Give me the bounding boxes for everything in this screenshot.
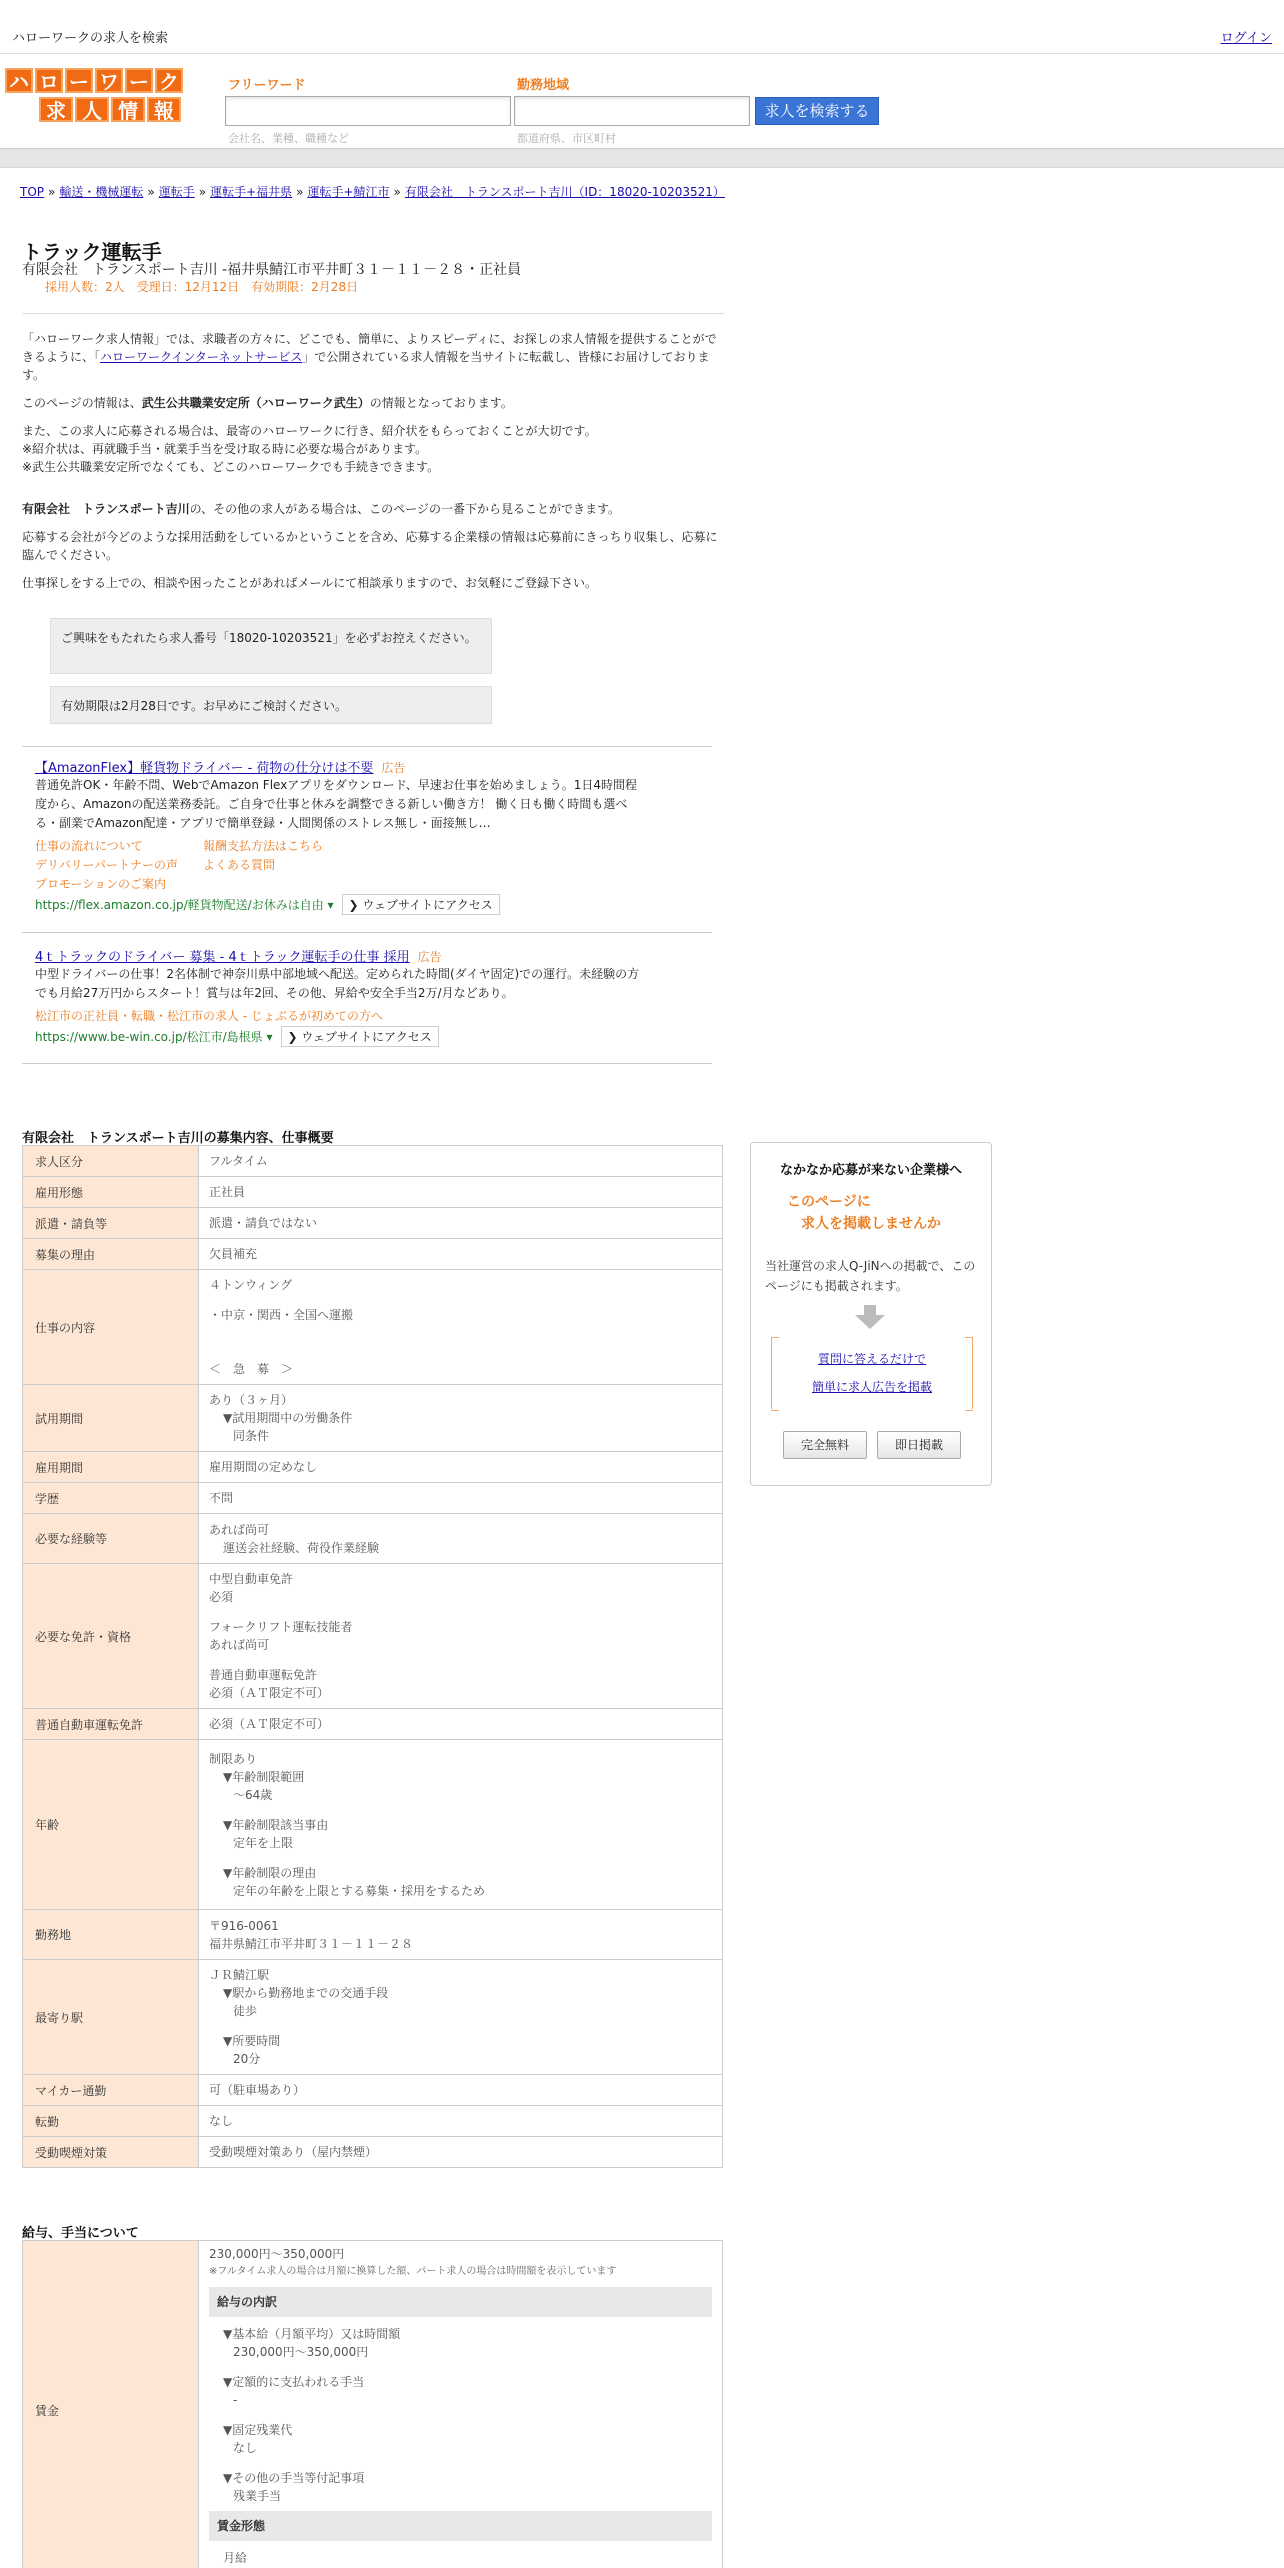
row-key: 募集の理由 bbox=[23, 1239, 199, 1270]
value-line: 雇用期間の定めなし bbox=[209, 1460, 318, 1474]
table-row bbox=[23, 2106, 723, 2137]
row-key: 転勤 bbox=[23, 2106, 199, 2137]
value-line: 正社員 bbox=[209, 1185, 246, 1199]
row-value bbox=[199, 2075, 723, 2106]
row-value bbox=[199, 1239, 723, 1270]
visit-website-button[interactable]: ❯ ウェブサイトにアクセス bbox=[342, 894, 500, 915]
value-line: ＪＲ鯖江駅 bbox=[209, 1968, 270, 1982]
value-line: 不問 bbox=[209, 1491, 234, 1505]
details-table bbox=[22, 1145, 723, 2168]
value-line: 定年の年齢を上限とする募集・採用をするため bbox=[233, 1883, 486, 1898]
pay-note: ※フルタイム求人の場合は月額に換算した額、パート求人の場合は時間額を表示しています bbox=[209, 2266, 617, 2277]
row-value bbox=[199, 1146, 723, 1177]
ad-url: https://www.be-win.co.jp/松江市/島根県 ▾ ❯ ウェブサイトにアクセス bbox=[35, 1026, 439, 1047]
login-link[interactable]: ログイン bbox=[1220, 31, 1272, 46]
logo-char: ク bbox=[155, 68, 183, 93]
table-row bbox=[23, 1208, 723, 1239]
promo-text: 当社運営の求人Q-JiNへの掲載で、このページにも掲載されます。 bbox=[765, 1259, 976, 1293]
breadcrumb-company[interactable]: 有限会社 トランスポート吉川（ID：18020-10203521） bbox=[404, 185, 725, 199]
pay-key: 賃金 bbox=[23, 2241, 199, 2568]
breadcrumb: TOP » 輸送・機械運転 » 運転手 » 運転手+福井県 » 運転手+鯖江市 » 有限会社 トランスポート吉川（ID：18020-10203521） bbox=[20, 185, 725, 199]
ad-sitelink[interactable]: 仕事の流れについて bbox=[35, 839, 143, 853]
breadcrumb-occupation[interactable]: 運転手 bbox=[158, 185, 195, 199]
ad-title bbox=[35, 757, 405, 776]
value-line: 福井県鯖江市平井町３１－１１－２８ bbox=[209, 1936, 414, 1951]
value-line bbox=[209, 1324, 712, 1336]
value-line: 必須（ＡＴ限定不可） bbox=[209, 1717, 330, 1731]
ad-sitelink[interactable]: よくある質問 bbox=[203, 858, 276, 872]
breadcrumb-city[interactable]: 運転手+鯖江市 bbox=[307, 185, 390, 199]
ad-description: 普通免許OK・年齢不問、WebでAmazon Flexアプリをダウンロード、早速お仕事を始めましょう。1日4時間程度から、Amazonの配送業務委託。ご自身で仕事と休みを調整できる新しい働き方！ 働く日も働く時間も選べる・副業でAmazon配達・アプリで簡単登録・人間関係のストレス無し・面接無し… bbox=[35, 778, 638, 830]
promo-links bbox=[771, 1337, 973, 1409]
value-line: ＜ 急 募 ＞ bbox=[209, 1362, 294, 1376]
table-row bbox=[23, 1483, 723, 1514]
ad-url: https://flex.amazon.co.jp/軽貨物配送/お休みは自由 ▾ ❯ ウェブサイトにアクセス bbox=[35, 894, 500, 915]
row-value bbox=[199, 1385, 723, 1452]
promo-title: なかなか応募が来ない企業様へ bbox=[779, 1163, 962, 1178]
value-line: 同条件 bbox=[233, 1429, 270, 1443]
value-line: 定年を上限 bbox=[233, 1835, 294, 1850]
freeword-label: フリーワード bbox=[228, 78, 306, 93]
value-line: ▼所要時間 bbox=[223, 2034, 281, 2048]
logo-char: ー bbox=[125, 68, 153, 93]
logo-char: 人 bbox=[75, 97, 109, 122]
job-title: トラック運転手 bbox=[22, 240, 162, 264]
logo-char: ワ bbox=[95, 68, 123, 93]
breadcrumb-prefecture[interactable]: 運転手+福井県 bbox=[210, 185, 293, 199]
free-button[interactable]: 完全無料 bbox=[783, 1431, 867, 1459]
value-line: ▼年齢制限の理由 bbox=[223, 1865, 317, 1880]
table-row bbox=[23, 1514, 723, 1564]
row-key: 年齢 bbox=[23, 1740, 199, 1910]
row-value bbox=[199, 1564, 723, 1709]
table-row bbox=[23, 1239, 723, 1270]
row-value bbox=[199, 1177, 723, 1208]
row-value bbox=[199, 1910, 723, 1960]
value-line: ・中京・関西・全国へ運搬 bbox=[209, 1308, 354, 1322]
value-line: ▼年齢制限範囲 bbox=[223, 1769, 305, 1784]
ad-sitelink[interactable]: 報酬支払方法はこちら bbox=[203, 839, 324, 853]
promo-link[interactable]: 簡単に求人広告を掲載 bbox=[811, 1380, 932, 1394]
hellowork-logo[interactable] bbox=[5, 68, 181, 124]
value-line: フルタイム bbox=[209, 1154, 268, 1168]
row-value bbox=[199, 2137, 723, 2168]
area-hint: 都道府県、市区町村 bbox=[517, 132, 616, 145]
table-row bbox=[23, 1385, 723, 1452]
consult-paragraph: 仕事探しをする上での、相談や困ったことがあればメールにて相談承りますので、お気軽にご登録下さい。 bbox=[22, 576, 598, 590]
value-line: あり（３ヶ月） bbox=[209, 1393, 294, 1407]
value-line bbox=[209, 1804, 712, 1816]
value-line: 〒916-0061 bbox=[209, 1918, 279, 1933]
referral-paragraph: また、この求人に応募される場合は、最寄のハローワークに行き、紹介状をもらっておくことが大切です。 ※紹介状は、再就職手当・就業手当を受け取る時に必要な場合があります。 ※武生公共職業安定所でなくても、どこのハローワークでも手続きできます。 bbox=[22, 424, 597, 474]
table-row bbox=[23, 2241, 723, 2568]
ad-tag: 広告 bbox=[417, 950, 442, 964]
value-line: 必須 bbox=[209, 1590, 234, 1604]
value-line: 20分 bbox=[233, 2052, 261, 2066]
site-title: ハローワークの求人を検索 bbox=[12, 31, 169, 46]
ad-title-link[interactable]: 4ｔトラックのドライバー 募集 - 4ｔトラック運転手の仕事 採用 bbox=[35, 950, 410, 965]
logo-char: ー bbox=[65, 68, 93, 93]
value-line: あれば尚可 bbox=[209, 1638, 270, 1652]
ad-sitelink[interactable]: 松江市の正社員・転職・松江市の求人 - じょぶるが初めての方へ bbox=[35, 1009, 383, 1023]
row-key: 最寄り駅 bbox=[23, 1960, 199, 2075]
value-line bbox=[209, 1348, 712, 1360]
same-day-button[interactable]: 即日掲載 bbox=[877, 1431, 961, 1459]
row-value bbox=[199, 1452, 723, 1483]
row-key: 勤務地 bbox=[23, 1910, 199, 1960]
employer-promo-box bbox=[750, 1142, 992, 1486]
value-line: 可（駐車場あり） bbox=[209, 2083, 306, 2097]
value-line: 制限あり bbox=[209, 1751, 258, 1766]
row-key: 必要な免許・資格 bbox=[23, 1564, 199, 1709]
divider bbox=[22, 313, 724, 314]
row-key: 雇用形態 bbox=[23, 1177, 199, 1208]
ad-sitelink[interactable]: プロモーションのご案内 bbox=[35, 877, 167, 891]
promo-headline: このページに 求人を掲載しませんか bbox=[787, 1194, 941, 1232]
job-subtitle: 有限会社 トランスポート吉川 -福井県鯖江市平井町３１－１１－２８・正社員 bbox=[22, 262, 522, 278]
value-line bbox=[209, 1606, 712, 1618]
value-line: 〜64歳 bbox=[233, 1787, 273, 1802]
value-line: 普通自動車運転免許 bbox=[209, 1668, 318, 1682]
value-line: なし bbox=[209, 2114, 234, 2128]
ad-divider bbox=[22, 1063, 712, 1064]
pay-item-value: なし bbox=[233, 2441, 258, 2455]
breadcrumb-category[interactable]: 輸送・機械運転 bbox=[59, 185, 144, 199]
pay-table bbox=[22, 2240, 723, 2568]
value-line: あれば尚可 bbox=[209, 1522, 270, 1537]
logo-char: ハ bbox=[5, 68, 33, 93]
advice-paragraph: 応募する会社が今どのような採用活動をしているかということを含め、応募する企業様の情報は応募前にきっちり収集し、応募に臨んでください。 bbox=[22, 530, 718, 562]
row-value bbox=[199, 2106, 723, 2137]
pay-section-title: 給与、手当について bbox=[22, 2226, 139, 2241]
other-jobs-paragraph: 有限会社 トランスポート吉川の、その他の求人がある場合は、このページの一番下から見ることができます。 bbox=[22, 502, 620, 516]
pay-item-label: ▼定額的に支払われる手当 bbox=[223, 2375, 365, 2389]
value-line: ４トンウィング bbox=[209, 1278, 293, 1292]
pay-form-value: 月給 bbox=[223, 2551, 248, 2565]
pay-item-value: 残業手当 bbox=[233, 2489, 282, 2503]
deadline-notice: 有効期限は2月28日です。お早めにご検討ください。 bbox=[50, 686, 492, 724]
row-key: 必要な経験等 bbox=[23, 1514, 199, 1564]
value-line: 派遣・請負ではない bbox=[209, 1216, 318, 1230]
row-value bbox=[199, 1483, 723, 1514]
table-row bbox=[23, 2075, 723, 2106]
table-row bbox=[23, 1960, 723, 2075]
area-input[interactable] bbox=[514, 96, 750, 126]
logo-char: 情 bbox=[111, 97, 145, 122]
pay-form-title: 賃金形態 bbox=[209, 2511, 712, 2541]
row-value bbox=[199, 1709, 723, 1740]
value-line bbox=[209, 1852, 712, 1864]
row-value bbox=[199, 1270, 723, 1385]
row-key: 学歴 bbox=[23, 1483, 199, 1514]
details-section-title: 有限会社 トランスポート吉川の募集内容、仕事概要 bbox=[22, 1131, 334, 1146]
source-paragraph: このページの情報は、武生公共職業安定所（ハローワーク武生）の情報となっております。 bbox=[22, 396, 513, 410]
ad-divider bbox=[22, 746, 712, 747]
job-meta: 採用人数：2人 受理日：12月12日 有効期限：2月28日 bbox=[45, 280, 359, 294]
row-key: マイカー通勤 bbox=[23, 2075, 199, 2106]
table-row bbox=[23, 1910, 723, 1960]
row-value bbox=[199, 1740, 723, 1910]
row-key: 派遣・請負等 bbox=[23, 1208, 199, 1239]
divider-bar bbox=[0, 148, 1284, 168]
pay-item-value: 230,000円〜350,000円 bbox=[233, 2345, 369, 2359]
freeword-hint: 会社名、業種、職種など bbox=[228, 132, 349, 145]
table-row bbox=[23, 1146, 723, 1177]
pay-item-value: - bbox=[233, 2393, 238, 2407]
row-key: 普通自動車運転免許 bbox=[23, 1709, 199, 1740]
table-row bbox=[23, 2137, 723, 2168]
ad-title bbox=[35, 946, 442, 965]
pay-item-label: ▼基本給（月額平均）又は時間額 bbox=[223, 2327, 401, 2341]
value-line: ▼年齢制限該当事由 bbox=[223, 1817, 329, 1832]
value-line: 中型自動車免許 bbox=[209, 1572, 294, 1586]
pay-breakdown-title: 給与の内訳 bbox=[209, 2287, 712, 2317]
ad-divider bbox=[22, 932, 712, 933]
value-line: 必須（ＡＴ限定不可） bbox=[209, 1686, 330, 1700]
row-key: 求人区分 bbox=[23, 1146, 199, 1177]
freeword-input[interactable] bbox=[225, 96, 511, 126]
logo-char: 報 bbox=[147, 97, 181, 122]
table-row bbox=[23, 1452, 723, 1483]
row-value bbox=[199, 1514, 723, 1564]
row-value bbox=[199, 1208, 723, 1239]
row-key: 試用期間 bbox=[23, 1385, 199, 1452]
table-row bbox=[23, 1270, 723, 1385]
value-line: ▼試用期間中の労働条件 bbox=[223, 1411, 353, 1425]
value-line: 運送会社経験、荷役作業経験 bbox=[223, 1540, 380, 1555]
job-number-notice: ご興味をもたれたら求人番号「18020-10203521」を必ずお控えください。 bbox=[50, 618, 492, 674]
row-value bbox=[199, 1960, 723, 2075]
value-line: 受動喫煙対策あり（屋内禁煙） bbox=[209, 2145, 378, 2159]
ad-tag: 広告 bbox=[381, 761, 406, 775]
table-row bbox=[23, 1564, 723, 1709]
table-row bbox=[23, 1709, 723, 1740]
table-row bbox=[23, 1177, 723, 1208]
hellowork-internet-link[interactable]: ハローワークインターネットサービス bbox=[100, 350, 303, 364]
pay-value bbox=[199, 2241, 723, 2568]
search-button[interactable]: 求人を検索する bbox=[755, 97, 879, 125]
visit-website-button[interactable]: ❯ ウェブサイトにアクセス bbox=[281, 1026, 439, 1047]
value-line: フォークリフト運転技能者 bbox=[209, 1620, 353, 1634]
row-key: 雇用期間 bbox=[23, 1452, 199, 1483]
value-line bbox=[209, 1654, 712, 1666]
top-bar bbox=[0, 0, 1284, 54]
pay-item-label: ▼固定残業代 bbox=[223, 2423, 293, 2437]
promo-link[interactable]: 質問に答えるだけで bbox=[817, 1352, 926, 1366]
logo-char: ロ bbox=[35, 68, 63, 93]
area-label: 勤務地域 bbox=[517, 78, 570, 93]
ad-description: 中型ドライバーの仕事！2名体制で神奈川県中部地域へ配送。定められた時間(ダイヤ固定)での運行。未経験の方でも月給27万円からスタート！賞与は年2回、その他、昇給や安全手当2万/月などあり。 bbox=[35, 967, 640, 1000]
value-line: 徒歩 bbox=[233, 2004, 258, 2018]
value-line bbox=[209, 2020, 712, 2032]
intro-paragraph: 「ハローワーク求人情報」では、求職者の方々に、どこでも、簡単に、よりスピーディに、お探しの求人情報を提供することができるように、「ハローワークインターネットサービス」で公開されている求人情報を当サイトに転載し、皆様にお届けしております。 bbox=[22, 332, 717, 382]
value-line bbox=[209, 1294, 712, 1306]
row-key: 仕事の内容 bbox=[23, 1270, 199, 1385]
pay-range: 230,000円〜350,000円 bbox=[209, 2247, 345, 2261]
ad-title-link[interactable]: 【AmazonFlex】軽貨物ドライバー - 荷物の仕分けは不要 bbox=[35, 761, 374, 776]
value-line: ▼駅から勤務地までの交通手段 bbox=[223, 1986, 389, 2000]
pay-item-label: ▼その他の手当等付記事項 bbox=[223, 2471, 365, 2485]
value-line: 欠員補充 bbox=[209, 1247, 258, 1261]
logo-char: 求 bbox=[39, 97, 73, 122]
down-arrow-icon bbox=[855, 1305, 885, 1329]
row-key: 受動喫煙対策 bbox=[23, 2137, 199, 2168]
table-row bbox=[23, 1740, 723, 1910]
ad-sitelink[interactable]: デリバリーパートナーの声 bbox=[35, 858, 179, 872]
value-line bbox=[209, 1336, 712, 1348]
breadcrumb-top[interactable]: TOP bbox=[20, 185, 45, 199]
